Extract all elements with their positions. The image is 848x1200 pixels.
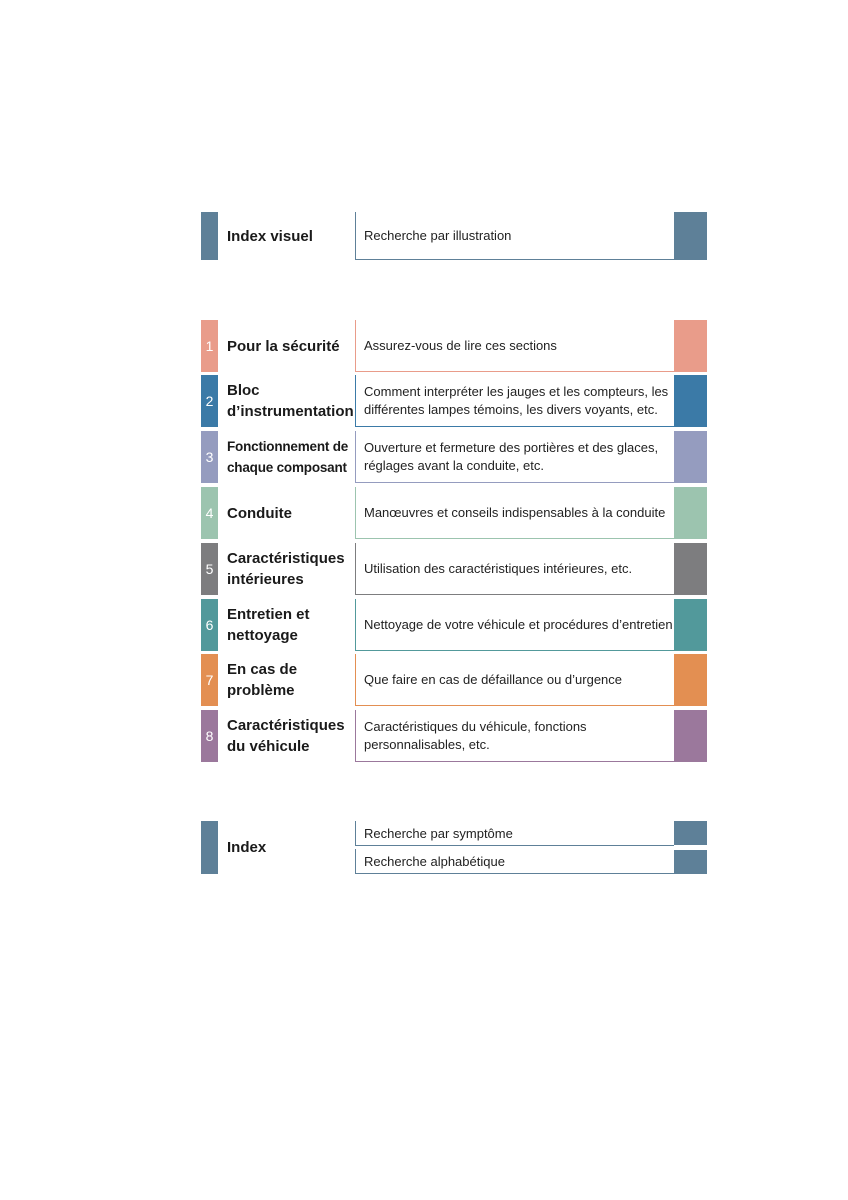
- chapter-description[interactable]: [355, 320, 674, 372]
- chapter-number: 8: [201, 710, 218, 762]
- chapter-description-line: différentes lampes témoins, les divers voyants, etc.: [364, 401, 658, 417]
- chapter-description-line: Utilisation des caractéristiques intérieures, etc.: [364, 560, 633, 576]
- index-item-alphabetical[interactable]: [355, 849, 674, 874]
- index-item-label: Recherche par symptôme: [364, 825, 513, 841]
- chapter-row-5[interactable]: [201, 543, 707, 595]
- chapter-thumb-tab[interactable]: [674, 599, 707, 651]
- chapter-title: Caractéristiques intérieures: [227, 550, 345, 588]
- chapter-description[interactable]: [355, 599, 674, 651]
- chapter-thumb-tab[interactable]: [674, 320, 707, 372]
- chapter-description-line: Nettoyage de votre véhicule et procédures d’entretien: [364, 616, 673, 632]
- chapter-description-line: Que faire en cas de défaillance ou d’urgence: [364, 671, 623, 687]
- chapter-number: 5: [201, 543, 218, 595]
- chapter-description[interactable]: [355, 487, 674, 539]
- chapter-title: Bloc d’instrumentation: [227, 382, 354, 420]
- chapter-row-7[interactable]: [201, 654, 707, 706]
- chapter-title: Conduite: [227, 504, 292, 522]
- visual-index-title: Index visuel: [227, 227, 313, 245]
- chapter-description[interactable]: [355, 654, 674, 706]
- chapter-thumb-tab[interactable]: [674, 710, 707, 762]
- chapter-title: Pour la sécurité: [227, 337, 340, 355]
- index-item-alphabetical-tab[interactable]: [674, 850, 707, 874]
- chapter-row-1[interactable]: [201, 320, 707, 372]
- chapter-row-6[interactable]: [201, 599, 707, 651]
- visual-index-tab: [201, 212, 218, 260]
- chapter-description-line: personnalisables, etc.: [364, 736, 490, 752]
- chapter-number: 2: [201, 375, 218, 427]
- index-item-symptom[interactable]: [355, 821, 674, 846]
- chapter-description-line: Assurez-vous de lire ces sections: [364, 337, 557, 353]
- chapter-thumb-tab[interactable]: [674, 375, 707, 427]
- visual-index-thumb-tab[interactable]: [674, 212, 707, 260]
- chapter-row-2[interactable]: [201, 375, 707, 427]
- visual-index-description-text: Recherche par illustration: [364, 227, 512, 243]
- visual-index-description[interactable]: [355, 212, 674, 260]
- chapter-description-line: Manœuvres et conseils indispensables à la conduite: [364, 504, 666, 520]
- chapter-row-8[interactable]: [201, 710, 707, 762]
- chapter-row-3[interactable]: [201, 431, 707, 483]
- chapter-title: Caractéristiques du véhicule: [227, 717, 345, 755]
- chapter-thumb-tab[interactable]: [674, 431, 707, 483]
- visual-index-row[interactable]: [201, 212, 707, 260]
- chapter-thumb-tab[interactable]: [674, 487, 707, 539]
- chapter-number: 6: [201, 599, 218, 651]
- chapter-title: Entretien et nettoyage: [227, 606, 310, 644]
- chapter-title: Fonctionnement de chaque composant: [227, 439, 349, 475]
- chapter-description[interactable]: [355, 375, 674, 427]
- chapter-thumb-tab[interactable]: [674, 654, 707, 706]
- index-item-symptom-tab[interactable]: [674, 821, 707, 845]
- chapter-number: 7: [201, 654, 218, 706]
- chapter-description-line: Ouverture et fermeture des portières et des glaces,: [364, 439, 659, 455]
- chapter-description-line: Comment interpréter les jauges et les compteurs, les: [364, 383, 669, 399]
- chapter-number: 4: [201, 487, 218, 539]
- chapter-description[interactable]: [355, 543, 674, 595]
- chapter-description-line: Caractéristiques du véhicule, fonctions: [364, 718, 587, 734]
- chapter-row-4[interactable]: [201, 487, 707, 539]
- index-title: Index: [227, 839, 267, 856]
- chapter-title: En cas de problème: [227, 661, 298, 699]
- chapter-number: 1: [201, 320, 218, 372]
- chapter-description[interactable]: [355, 710, 674, 762]
- chapter-thumb-tab[interactable]: [674, 543, 707, 595]
- chapter-description-line: réglages avant la conduite, etc.: [364, 457, 544, 473]
- index-row: [201, 821, 707, 874]
- chapter-description[interactable]: [355, 431, 674, 483]
- index-item-label: Recherche alphabétique: [364, 853, 505, 869]
- chapter-number: 3: [201, 431, 218, 483]
- index-tab: [201, 821, 218, 874]
